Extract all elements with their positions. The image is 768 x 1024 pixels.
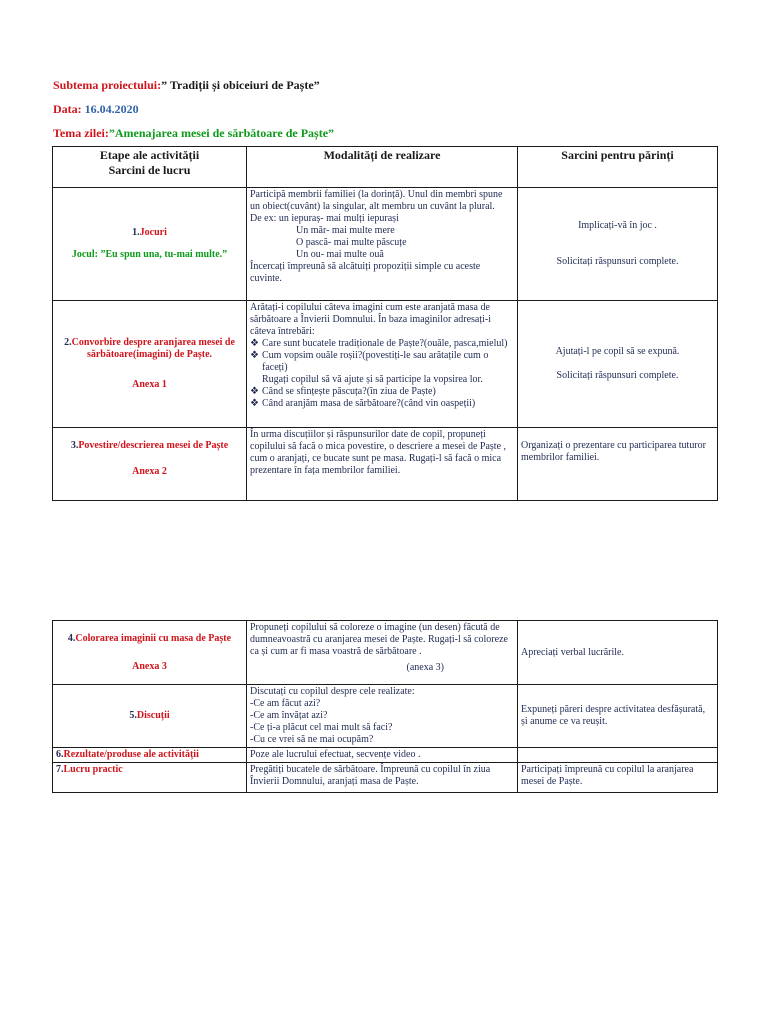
game-title: Jocul: ”Eu spun una, tu-mai multe.” <box>71 249 228 260</box>
how-5-line-3: -Ce am învățat azi? <box>250 710 328 721</box>
question-list <box>250 338 514 410</box>
header-etape-line2: Sarcini de lucru <box>108 163 191 177</box>
how-cell-2 <box>247 301 518 428</box>
data-value: 16.04.2020 <box>84 102 139 116</box>
table-row-4 <box>53 621 718 685</box>
how-1-ex2: Un măr- mai multe mere <box>296 225 395 236</box>
how-1-text: Participă membrii familiei (la dorință). Unul din membri spune un obiect(cuvânt) la singular, alt membru un cuvânt la plural. <box>250 189 503 212</box>
question-3: Când se sfințește păscuța?(în ziua de Paște) <box>262 386 436 397</box>
header-sarcini-parinti: Sarcini pentru părinți <box>518 147 718 188</box>
activity-table-1 <box>52 146 718 501</box>
how-5-line-1: Discutați cu copilul despre cele realizate: <box>250 686 415 697</box>
question-2: Cum vopsim ouăle roșii?(povestiți-le sau arătațile cum o faceți) <box>262 350 489 373</box>
stage-num-4: 4. <box>67 632 76 644</box>
stage-num-3: 3. <box>70 440 79 451</box>
table-row-5 <box>53 685 718 748</box>
how-cell-4 <box>247 621 518 685</box>
anexa-1: Anexa 1 <box>132 379 167 390</box>
subtema-value: ” Tradiții și obiceiuri de Paște” <box>161 78 320 92</box>
stage-cell-5 <box>53 685 247 748</box>
anexa-3: Anexa 3 <box>132 660 167 672</box>
how-5-line-5: -Cu ce vrei să ne mai ocupăm? <box>250 734 374 745</box>
bullet-icon: ❖ <box>250 386 259 397</box>
subtema-line <box>53 78 320 93</box>
stage-cell-3 <box>53 428 247 501</box>
parents-cell-7: Participați împreună cu copilul la aranjarea mesei de Paște. <box>518 763 718 793</box>
stage-title-3: Povestire/descrierea mesei de Paște <box>78 440 229 451</box>
question-2-note: Rugați copilul să vă ajute și să participe la vopsirea lor. <box>262 374 483 385</box>
table-row-3 <box>53 428 718 501</box>
parents-cell-2 <box>518 301 718 428</box>
header-etape <box>53 147 247 188</box>
stage-title-2: Convorbire despre aranjarea mesei de sărbătoare(imagini) de Paște. <box>71 337 235 360</box>
parents-2-a: Ajutați-l pe copil să se expună. <box>555 346 680 357</box>
how-4-note: (anexa 3) <box>406 662 444 673</box>
list-item <box>250 338 514 350</box>
stage-cell-1 <box>53 188 247 301</box>
how-cell-3: În urma discuțiilor și răspunsurilor date de copil, propuneți copilului să facă o mica povestire, o descriere a mesei de Paște , cum o aranjați, ce bucate sunt pe masa. Rugați-l să facă o mica prezentare în fața membrilor familiei. <box>247 428 518 501</box>
parents-1-a: Implicați-vă în joc . <box>578 220 657 231</box>
how-1-example: De ex: un iepuraș- mai mulți iepurași <box>250 213 399 224</box>
table-row-6 <box>53 748 718 763</box>
how-1-ex4: Un ou- mai multe ouă <box>296 249 384 260</box>
parents-cell-6 <box>518 748 718 763</box>
parents-cell-3: Organizați o prezentare cu participarea tuturor membrilor familiei. <box>518 428 718 501</box>
subtema-label: Subtema proiectului: <box>53 78 162 92</box>
data-label: Data: <box>53 102 82 116</box>
table-header-row <box>53 147 718 188</box>
question-4: Când aranjăm masa de sărbătoare?(când vin oaspeții) <box>262 398 476 409</box>
bullet-icon: ❖ <box>250 398 259 409</box>
question-1: Care sunt bucatele tradiționale de Paște?(ouăle, pasca,mielul) <box>262 338 508 349</box>
stage-title-1: Jocuri <box>139 227 167 238</box>
stage-cell-2 <box>53 301 247 428</box>
how-4-text: Propuneți copilului să coloreze o imagine (un desen) făcută de dumneavoastră cu aranjarea mesei de Paște. Rugați-l să coloreze ca și cum ar fi masa voastră de sărbătoare . <box>250 622 508 657</box>
how-5-line-4: -Ce ți-a plăcut cel mai mult să faci? <box>250 722 393 733</box>
header-etape-line1: Etape ale activității <box>99 148 200 162</box>
list-item <box>250 398 514 410</box>
header-modalitati: Modalități de realizare <box>247 147 518 188</box>
stage-num-6: 6. <box>56 749 64 760</box>
activity-table-2 <box>52 620 718 793</box>
parents-1-b: Solicitați răspunsuri complete. <box>556 256 679 267</box>
how-cell-6: Poze ale lucrului efectuat, secvențe video . <box>247 748 518 763</box>
table-row-1 <box>53 188 718 301</box>
stage-cell-6 <box>53 748 247 763</box>
stage-num-1: 1. <box>132 227 140 238</box>
stage-cell-7 <box>53 763 247 793</box>
stage-cell-4 <box>53 621 247 685</box>
stage-title-5: Discuții <box>136 710 170 721</box>
stage-num-5: 5. <box>129 710 137 721</box>
parents-cell-4: Apreciați verbal lucrările. <box>518 621 718 685</box>
bullet-icon: ❖ <box>250 350 259 361</box>
parents-2-b: Solicitați răspunsuri complete. <box>556 370 679 381</box>
stage-title-6: Rezultate/produse ale activității <box>63 749 199 760</box>
bullet-icon: ❖ <box>250 338 259 349</box>
table-row-2 <box>53 301 718 428</box>
list-item <box>250 386 514 398</box>
stage-num-7: 7. <box>56 764 64 775</box>
table-row-7 <box>53 763 718 793</box>
stage-title-4: Colorarea imaginii cu masa de Paște <box>75 632 232 644</box>
how-5-line-2: -Ce am făcut azi? <box>250 698 321 709</box>
how-1-ex3: O pască- mai multe păscuțe <box>296 237 407 248</box>
how-cell-1 <box>247 188 518 301</box>
tema-line <box>53 126 334 141</box>
tema-value: ”Amenajarea mesei de sărbătoare de Paște” <box>108 126 335 140</box>
parents-cell-5: Expuneți păreri despre activitatea desfășurată, și anume ce va reușit. <box>518 685 718 748</box>
tema-label: Tema zilei: <box>53 126 109 140</box>
how-cell-7: Pregătiți bucatele de sărbătoare. Împreună cu copilul în ziua Învierii Domnului, aranjați masa de Paște. <box>247 763 518 793</box>
list-item <box>250 350 514 374</box>
stage-title-7: Lucru practic <box>63 764 123 775</box>
anexa-2: Anexa 2 <box>132 466 167 477</box>
how-cell-5 <box>247 685 518 748</box>
data-line <box>53 102 139 117</box>
list-item <box>250 374 514 386</box>
stage-num-2: 2. <box>64 337 72 348</box>
how-1-final: Încercați împreună să alcătuiți propoziții simple cu aceste cuvinte. <box>250 261 481 284</box>
how-2-intro: Arătați-i copilului câteva imagini cum este aranjată masa de sărbătoare a Învierii Domnului. În baza imaginilor adresați-i câteva întrebări: <box>250 302 492 337</box>
parents-cell-1 <box>518 188 718 301</box>
